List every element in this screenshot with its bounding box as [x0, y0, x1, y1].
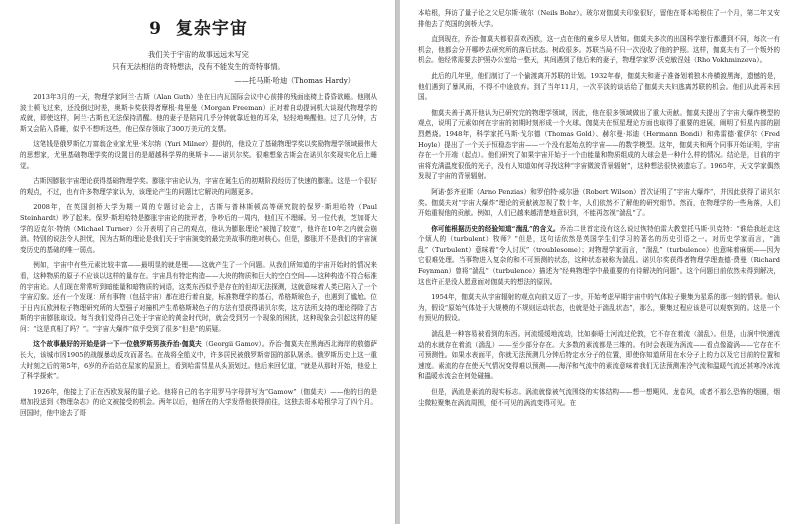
paragraph — [20, 387, 377, 419]
paragraph-text: 这笔钱是俄罗斯亿万富翁企业家尤里·米尔纳（Yuri Milner）提供的，他设立了基础物理学奖以奖励物理学领域最伟大的思想家，尤里基础物理学奖的设置目的是超越科学界的奥斯卡——诺贝尔奖。很难想象古斯会在诺贝尔奖现实化后上睡觉。 — [20, 140, 377, 170]
paragraph — [418, 8, 780, 29]
paragraph-text: 2008年，在英国剑桥大学为期一周的专题讨论会上，古斯与普林斯顿高等研究院的保罗·斯坦哈特（Paul Steinhardt）吵了起来。保罗·斯坦哈特是膨胀宇宙论的批评者，争吵后的一周内，他们互不理睬。另一位代表，芝加哥大学的迈克尔·特纳（Michael Turner）公开表明了自己的观点，他认为膨胀理论“被抛了较宽”，他许在10年之内就会崩溃。特别的说法令人担忧，因为古斯的理论是我们关于宇宙演变的最完美故事的绝对核心。但是，膨胀并不是我们的宇宙演变历史的基础的唯一弱点。 — [20, 203, 377, 254]
left-page — [0, 0, 396, 524]
paragraph — [20, 202, 377, 255]
paragraph-text: 阿诺·彭齐亚斯（Arno Penzias）和罗伯特·威尔逊（Robert Wilson）首次证明了“宇宙大爆炸”，并因此获得了诺贝尔奖。伽莫夫对“宇宙大爆炸”理论的贡献被忽视了数十年，人们依然不了解他的研究细节。然而，在物理学的一些角落，人们开始重视他的贡献。例如，人们已越来越清楚地意识到，不能再忽视“湍乱”了。 — [418, 187, 780, 218]
epigraph-attribution: ——托马斯·哈迪（Thomas Hardy） — [234, 76, 355, 85]
paragraph-text: 例如，宇宙中有些元素比较丰富——最明显的就是锂——这就产生了一个问题。从我们所知道的宇宙开始时的情况来看，这种物质的原子不应该以这样的量存在。宇宙具有特定构造——大块的物质和巨大的空白空间——这种构造不符合标准的宇宙论。人们现在常常听到暗能量和暗物质的词语，这类东西似乎是存在的但却无法探测，这就意味着人类已陷入了一个宇宙幻象。还有一个发现：所有事物（包括宇宙）都在进行着自旋，标准物理学的基石，希格斯玻色子，也遇到了尴尬。位于日内瓦欧洲粒子物理研究所的大型强子对撞机产生希格斯玻色子的方法有望获得诺贝尔奖，这方法所支持的理论得除了古斯的宇宙膨胀取设。每当我们觉得自己处于宇宙论的黄金时代时，就会受到另一个现象的困扰，这种现象会引起这样的疑问：“这是真相了吗？”。“宇宙大爆炸”似乎受到了很多“但是”的质疑。 — [20, 261, 377, 333]
paragraph-text: 直到现在，乔治·伽莫夫都很喜欢西欧，这一点在他的童乡尽人皆知。伽莫夫多次的出国科学旅行都遭到不同，每次一有机会，他都会分开哪吵去研究所的落后状态。树政很多。苏联当局不只一次没收了他的护照。这样，伽莫夫有了一个叛外的机会。他经常需要去护照办公室给一整天，其间遇到了他后来的妻子，物理学家罗·沃克敏涅娃（Rho Vokhminzeva）。 — [418, 35, 780, 65]
paragraph — [418, 34, 780, 66]
paragraph — [418, 329, 780, 382]
paragraph — [418, 292, 780, 324]
paragraph-text: （Georgii Gamov）。乔治·伽莫夫在黑海西北海岸的敖德萨长大，该城市因1905的战舰暴动反攻而著名。在战将全船义中，许多居民被俄罗斯帝国的部队屠杀。俄罗斯历史上这一重大时刻之后的第5年，6岁的乔治站在屋家的屋顶上，看到哈雷彗星从头顶划过。他后来回忆道，“就是从那时开始，他爱上了科学探索”。 — [20, 340, 377, 381]
paragraph — [20, 339, 377, 381]
paragraph — [418, 108, 780, 182]
paragraph — [418, 224, 780, 288]
paragraph-lead: 你可能根据历史的经验知道“湍乱”的含义。 — [431, 224, 560, 233]
paragraph-text: 但是，涡流是素流的现实标志。涡流就像被气流围绕的实体结构——想一想飓风、龙卷风，或者不那么恐怖的烟圈，烟尘微粒聚集在涡流周围，便不可见的涡流变得可见。在 — [418, 388, 780, 407]
paragraph-text: 1954年，伽莫夫从宇宙辐射的观点向前又迈了一步，开始考虑早期宇宙中的气体粒子聚集为星系的那一刻的情景。他认为，假设“原始气体处于大规模的不规则运动状态，也就是处于湍乱状态”，那么，聚集过程应该是可以观察到的。这是一个有预见的假设。 — [418, 293, 780, 323]
paragraph — [20, 92, 377, 134]
paragraph — [418, 187, 780, 219]
chapter-number: 9 — [149, 19, 162, 39]
paragraph-text: 伽莫夫善于离开他认为已研究完的物理学领域，因此，他在很多领域做出了重大贡献。伽莫夫提出了宇宙大爆炸模型的观点，说明了元素如何在宇宙的初期时刻形成一个火球。伽莫夫在恒星理论方面也取得了重要的进展，阐明了恒星内部的剧烈燃烧。1948年，科学家托马斯·戈尔德（Thomas Gold）、赫尔曼·邦迪（Hermann Bondi）和弗雷德·霍伊尔（Fred Hoyle）提出了一个关于恒稳态宇宙——一个没有起始点的宇宙——的数学模型。这年，伽莫夫和两个同事开始证明，宇宙存在一个开端（起点）。他们研究了如果宇宙开始于一个由能量和物质组成的大球会是一种什么样的情况。结论是，目前的宇宙将充满温度很低的光子，没有人知道如何寻找这种“宇宙微波背景辐射”，这种想法很快被遗忘了。1965年，天文学家偶然发现了宇宙的背景辐射。 — [418, 108, 780, 181]
chapter-heading — [20, 14, 377, 39]
paragraph-text: 此后的几年里，他们制订了一个偷渡离开苏联的计划。1932年春，伽莫夫和妻子准备划着独木舟横渡黑海，遗憾的是，他们遇到了暴风雨，不得不中途放弃。到了当年11月，一次平淡的谈话给了伽莫夫夫妇逃离苏联的机会。他们从此再未回国。 — [418, 71, 780, 102]
paragraph-lead: 这个故事最好的开始是讲一下一位俄罗斯男孩乔治·伽莫夫 — [33, 340, 202, 349]
paragraph — [20, 260, 377, 334]
chapter-title: 复杂宇宙 — [175, 19, 248, 39]
paragraph-text: 乔治二世首定没有这么说过恢特伯雷大教堂托马斯·贝克特：“谁给我赶走这个烦人的（turbulent）牧师？”但是，这句话依然是英国学生们学习的著名的历史引语之一。对历史学家而言，“湍乱”（Turbulent）意味着“令人讨厌”（troublesome）；对物理学家而言，“湍乱”（turbulence）也意味着麻烦——因为它很难处理。当事物进入复杂的和不可预测的状态，这种状态被称为湍乱。诺贝尔奖获得者物理学理查德·费曼（Richard Feynman）曾将“湍乱”（turbulence）描述为“经典物理学中最重要的有待解决的问题”。这个问题目前依然未得到解决，这也许正是没人愿意面对伽莫夫的想法的原因。 — [418, 224, 780, 286]
epigraph — [20, 49, 377, 73]
paragraph — [20, 139, 377, 171]
paragraph — [418, 71, 780, 103]
epigraph-line: 我们关于宇宙的故事远远未写完 — [148, 50, 249, 59]
right-page — [400, 0, 798, 524]
paragraph-text: 2013年3月的一天，物理学家阿兰·古斯（Alan Guth）坐在日内瓦国际会议中心前排的残面座椅上昏昏欲睡。他刚从波士顿飞过来，还没倒过时差，奥斯卡奖获得者摩根·弗里曼（Morgan Freeman）正对着自动提词机大谈现代物理学的成就，即使这样，阿兰·古斯也无法保持清醒。他的妻子是陪同几乎分钟就靠近他的耳朵，轻轻地唤醒他。过了几分钟，古斯又会陷入昏睡，似乎不想听这些，他已保存领取了300万美元的支票。 — [20, 93, 377, 133]
paragraph-text: 1926年，他接上了正在西欧发展的量子论。他将自己的名字用罗马字母拼写为“Gamow”（伽莫夫）——他的目的是增加投送到《物理杂志》的论文被接受的机会。两年以后，他所在的大学发帮他获得前往，这独去哥本哈根学习了四个月。回国时，他中途去了哥 — [20, 387, 377, 418]
paragraph-text: 古斯因膨胀宇宙理论获得基础物理学奖。膨胀宇宙论认为，宇宙在诞生后的初期阶段经历了快速的膨胀。这是一个很好的观点，不过，也有许多物理学家认为，该理论产生的问题比它解决的问题更多。 — [20, 177, 377, 196]
epigraph-line: 只有无法相信的奇特想法，没有不能发生的奇特事情。 — [112, 62, 285, 71]
paragraph — [418, 387, 780, 408]
paragraph-text: 湍乱是一种容易被看到的东西。河流缓缓地流动，比如泰晤士河流过伦敦，它不存在着流（湍乱）。但是，山涧中快速流动的水就存在着流（湍乱）——至少部分存在。大多数的素流都是三维的。有时会表现为涡流——看点像漩涡——它存在不可预测性。如果水表面平，你就无法预测几分钟后特定水分子的位置，即使你知道所用在水分子上的力以及它目前的位置和速度。素流的存在使天气情况变得难以预测——海洋和气流中的素流意味着我们无法预测准冷气流和温暖气流还甚寒冷冰流和温暖水流会在何处碰撞。 — [418, 330, 780, 381]
paragraph-text: 本哈根，拜访了量子论之父尼尔斯·玻尔（Neils Bohr）。玻尔对伽莫夫印象很好，留他在哥本哈根住了一个月，第二年又安排他去了英国的剑桥大学。 — [418, 9, 780, 28]
paragraph — [20, 176, 377, 197]
